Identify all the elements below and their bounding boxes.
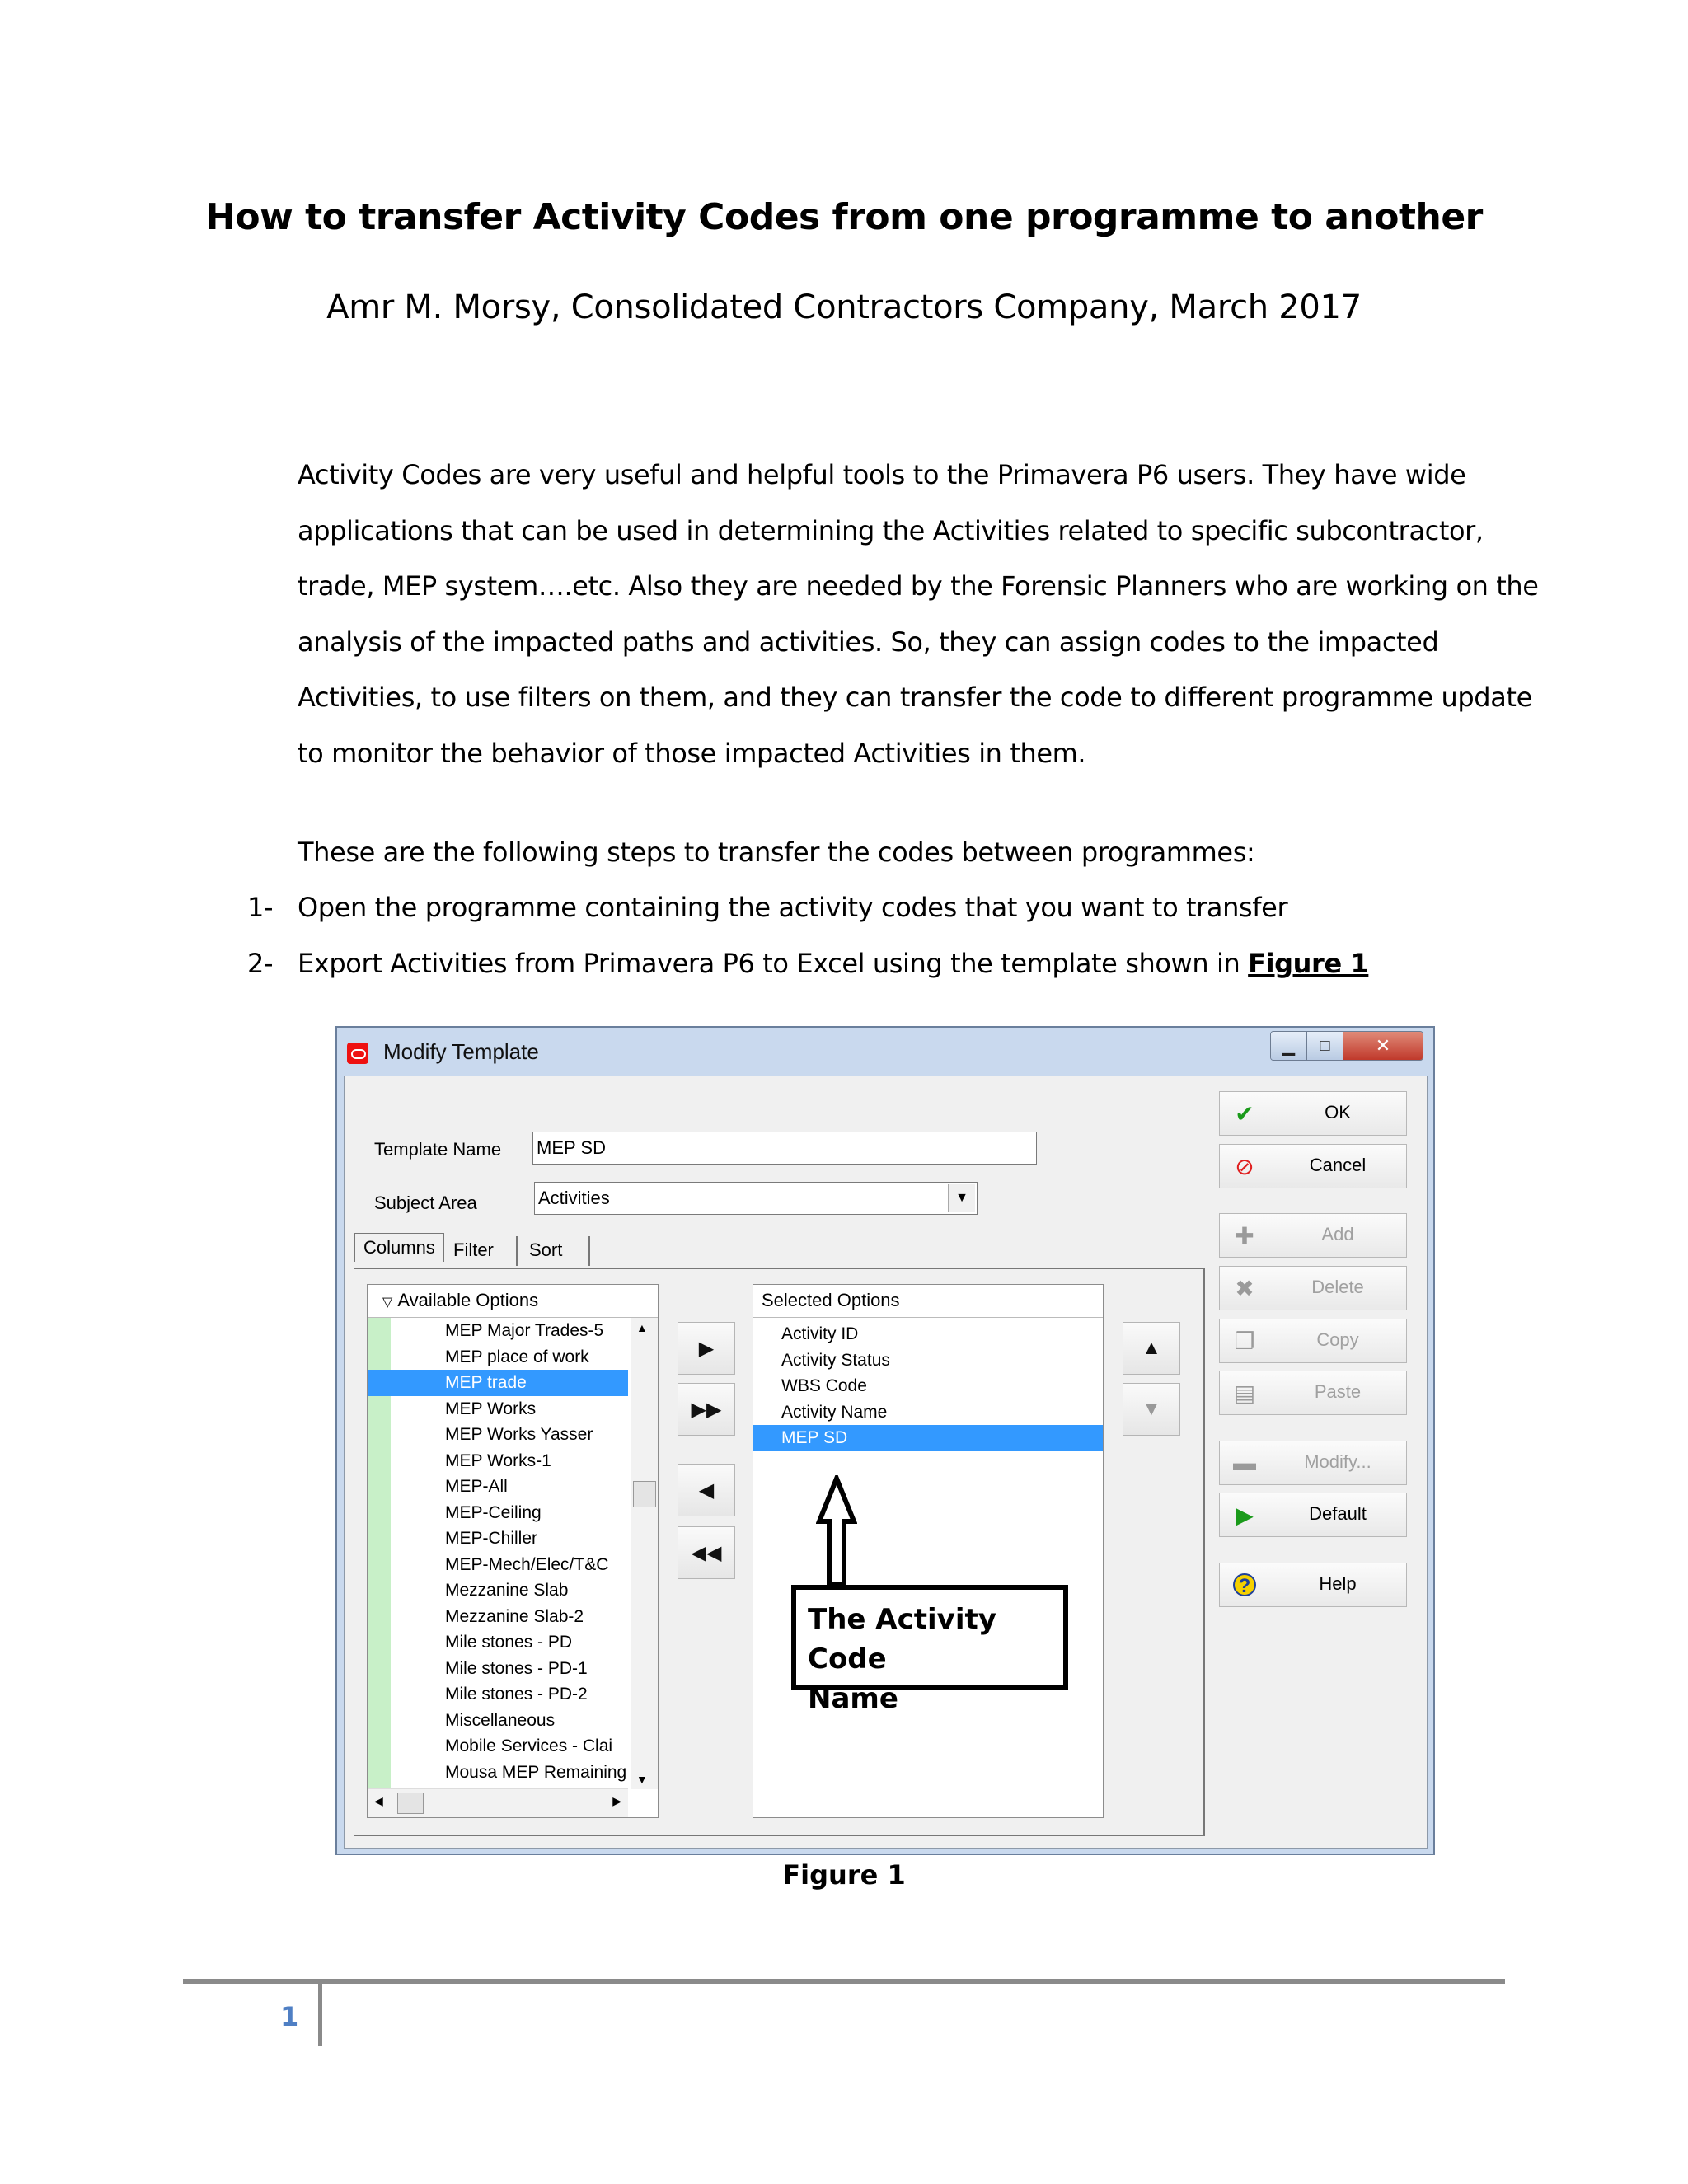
help-label: Help xyxy=(1319,1573,1357,1594)
available-option-item[interactable]: Miscellaneous xyxy=(445,1710,556,1730)
page-number: 1 xyxy=(280,2001,299,2032)
intro-paragraph xyxy=(298,448,1539,781)
author-line: Amr M. Morsy, Consolidated Contractors Company, March 2017 xyxy=(326,288,1362,326)
scroll-up-icon[interactable]: ▲ xyxy=(636,1321,648,1334)
up-arrow-annotation xyxy=(816,1475,857,1587)
subject-area-value: Activities xyxy=(538,1188,610,1208)
move-up-button[interactable] xyxy=(1123,1322,1180,1375)
document-title: How to transfer Activity Codes from one programme to another xyxy=(205,196,1483,238)
cancel-button[interactable] xyxy=(1219,1144,1407,1188)
modify-icon: ▬ xyxy=(1233,1450,1256,1475)
available-option-item[interactable]: MEP-Chiller xyxy=(445,1529,538,1548)
tab-panel-border xyxy=(354,1835,1205,1836)
callout-box xyxy=(791,1585,1068,1715)
available-option-item[interactable]: MEP Major Trades-5 xyxy=(445,1321,604,1340)
move-right-button[interactable] xyxy=(678,1322,735,1375)
tab-filter[interactable]: Filter xyxy=(445,1236,502,1264)
available-option-item[interactable]: Mile stones - PD-2 xyxy=(445,1685,588,1704)
paragraph-line: Activities, to use filters on them, and they can transfer the code to different programme update xyxy=(298,682,1532,713)
available-option-item[interactable]: Mile stones - PD xyxy=(445,1633,573,1652)
available-option-item[interactable]: MEP place of work xyxy=(445,1347,589,1366)
selected-option-item[interactable]: MEP SD xyxy=(753,1425,1103,1451)
footer-rule xyxy=(183,1979,1505,1984)
scroll-down-icon[interactable]: ▼ xyxy=(636,1773,648,1786)
double-arrow-left-icon: ◀◀ xyxy=(691,1541,722,1564)
available-option-item[interactable]: MEP Works-1 xyxy=(445,1451,551,1470)
tab-sort[interactable]: Sort xyxy=(521,1236,570,1264)
scroll-thumb[interactable] xyxy=(633,1481,656,1507)
arrow-up-icon: ▲ xyxy=(1142,1337,1161,1359)
figure-caption: Figure 1 xyxy=(782,1859,906,1891)
help-icon: ? xyxy=(1231,1572,1258,1598)
available-option-item[interactable]: Mezzanine Slab-2 xyxy=(445,1606,584,1626)
app-icon xyxy=(347,1043,368,1064)
available-option-item[interactable]: Mousa MEP Remaining xyxy=(445,1762,627,1782)
delete-icon: ✖ xyxy=(1235,1275,1254,1301)
tab-divider xyxy=(588,1236,590,1266)
delete-label: Delete xyxy=(1311,1277,1364,1297)
available-options-title: Available Options xyxy=(397,1290,539,1310)
selected-option-item[interactable]: Activity ID xyxy=(781,1324,859,1343)
paragraph-line: to monitor the behavior of those impacted Activities in them. xyxy=(298,737,1086,769)
maximize-icon[interactable]: □ xyxy=(1307,1032,1343,1060)
minimize-icon[interactable]: ▁ xyxy=(1271,1032,1307,1060)
paste-button[interactable] xyxy=(1219,1371,1407,1415)
selected-options-list[interactable] xyxy=(753,1284,1104,1818)
available-option-item[interactable]: Mobile Services - Clai xyxy=(445,1736,613,1755)
arrow-down-icon: ▼ xyxy=(1142,1398,1161,1420)
selected-option-item[interactable]: Activity Status xyxy=(781,1350,890,1370)
copy-label: Copy xyxy=(1316,1329,1359,1350)
chevron-down-icon[interactable]: ▽ xyxy=(382,1296,393,1310)
chevron-down-icon[interactable]: ▼ xyxy=(948,1184,975,1212)
step-text: Export Activities from Primavera P6 to Excel using the template shown in xyxy=(298,948,1249,979)
scroll-left-icon[interactable]: ◀ xyxy=(374,1794,383,1807)
step-item xyxy=(247,948,1368,979)
tab-columns[interactable]: Columns xyxy=(354,1233,444,1262)
template-name-input[interactable]: MEP SD xyxy=(532,1132,1037,1165)
default-button[interactable] xyxy=(1219,1493,1407,1537)
available-options-list[interactable] xyxy=(367,1284,659,1818)
available-option-item[interactable]: MEP trade xyxy=(368,1370,628,1396)
steps-intro: These are the following steps to transfer the codes between programmes: xyxy=(298,837,1255,868)
ok-label: OK xyxy=(1325,1102,1351,1122)
step-number: 2- xyxy=(247,948,274,979)
cancel-icon: ⊘ xyxy=(1235,1153,1254,1179)
move-left-button[interactable] xyxy=(678,1464,735,1516)
step-number: 1- xyxy=(247,892,274,923)
selected-option-item[interactable]: Activity Name xyxy=(781,1402,888,1422)
double-arrow-right-icon: ▶▶ xyxy=(691,1398,722,1421)
callout-line: Name xyxy=(808,1682,898,1715)
available-option-item[interactable]: MEP Works xyxy=(445,1399,537,1418)
horizontal-scrollbar[interactable] xyxy=(368,1788,628,1817)
checkmark-icon: ✔ xyxy=(1235,1100,1254,1127)
figure-link[interactable]: Figure 1 xyxy=(1248,948,1369,979)
available-option-item[interactable]: Mezzanine Slab xyxy=(445,1581,569,1600)
ok-button[interactable] xyxy=(1219,1091,1407,1136)
subject-area-select[interactable] xyxy=(534,1182,978,1215)
help-button[interactable] xyxy=(1219,1563,1407,1607)
copy-button[interactable] xyxy=(1219,1319,1407,1363)
template-name-label: Template Name xyxy=(374,1139,502,1160)
window-title: Modify Template xyxy=(383,1039,539,1064)
move-all-left-button[interactable] xyxy=(678,1526,735,1579)
title-bar xyxy=(337,1028,1433,1071)
add-label: Add xyxy=(1321,1224,1354,1244)
available-option-item[interactable]: MEP-Ceiling xyxy=(445,1502,542,1522)
close-icon[interactable]: ✕ xyxy=(1343,1032,1423,1060)
cancel-label: Cancel xyxy=(1309,1155,1367,1175)
footer-divider xyxy=(318,1984,322,2046)
available-option-item[interactable]: Mile stones - PD-1 xyxy=(445,1658,588,1678)
available-option-item[interactable]: MEP Works Yasser xyxy=(445,1425,593,1444)
default-label: Default xyxy=(1309,1503,1367,1524)
copy-icon: ❐ xyxy=(1234,1328,1255,1354)
subject-area-label: Subject Area xyxy=(374,1193,477,1213)
arrow-left-icon: ◀ xyxy=(698,1479,715,1502)
plus-icon: ✚ xyxy=(1235,1222,1254,1249)
callout-line: The Activity Code xyxy=(808,1603,996,1675)
scroll-right-icon[interactable]: ▶ xyxy=(612,1794,621,1807)
delete-button[interactable] xyxy=(1219,1266,1407,1310)
tab-panel-border xyxy=(354,1268,1205,1269)
add-button[interactable] xyxy=(1219,1213,1407,1258)
move-down-button[interactable] xyxy=(1123,1383,1180,1436)
window-controls xyxy=(1270,1031,1423,1061)
available-option-item[interactable]: MEP-Mech/Elec/T&C xyxy=(445,1554,609,1574)
available-option-item[interactable]: MEP-All xyxy=(445,1477,508,1496)
paragraph-line: analysis of the impacted paths and activities. So, they can assign codes to the impacted xyxy=(298,626,1439,658)
available-options-header xyxy=(368,1285,658,1318)
modify-button[interactable] xyxy=(1219,1441,1407,1485)
play-icon: ▶ xyxy=(1236,1502,1254,1528)
paste-label: Paste xyxy=(1314,1381,1362,1402)
step-item xyxy=(247,892,1287,923)
tab-panel-border xyxy=(1203,1268,1205,1836)
step-text: Open the programme containing the activity codes that you want to transfer xyxy=(298,892,1288,923)
move-all-right-button[interactable] xyxy=(678,1383,735,1436)
arrow-right-icon: ▶ xyxy=(698,1337,715,1360)
paragraph-line: trade, MEP system….etc. Also they are needed by the Forensic Planners who are working on the xyxy=(298,570,1539,602)
selected-options-header: Selected Options xyxy=(753,1285,1103,1318)
modify-label: Modify... xyxy=(1304,1451,1372,1472)
tab-divider xyxy=(516,1236,518,1266)
scroll-thumb[interactable] xyxy=(397,1793,424,1814)
paragraph-line: Activity Codes are very useful and helpful tools to the Primavera P6 users. They have wide xyxy=(298,459,1466,490)
paragraph-line: applications that can be used in determining the Activities related to specific subcontractor, xyxy=(298,514,1484,546)
selected-option-item[interactable]: WBS Code xyxy=(781,1376,867,1395)
vertical-scrollbar[interactable] xyxy=(631,1318,658,1789)
paste-icon: ▤ xyxy=(1233,1380,1256,1406)
